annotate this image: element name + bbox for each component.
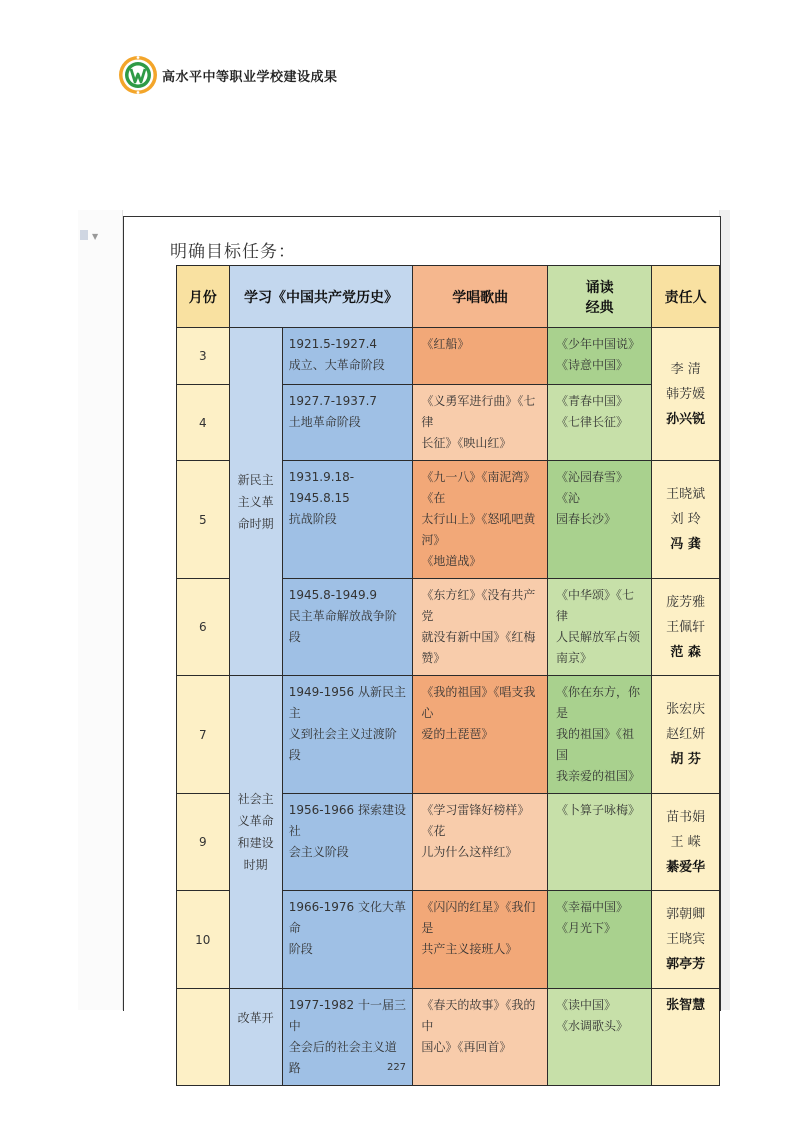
song-line: 国心》《再回首》: [421, 1040, 512, 1054]
period-line: 1956-1966 探索建设社: [288, 803, 406, 838]
period-line: 1949-1956 从新民主主: [288, 685, 406, 720]
owner-cell: [652, 891, 720, 989]
owner-name: 刘 玲: [670, 512, 701, 527]
owner-name: 王晓宾: [666, 932, 706, 947]
classic-line: 我的祖国》《祖国: [556, 727, 635, 762]
era-line: 社会主: [237, 792, 274, 806]
col-header-month: 月份: [177, 266, 230, 328]
song-line: 《学习雷锋好榜样》《花: [421, 803, 530, 838]
song-cell: [413, 794, 548, 891]
col-header-classic-line: 经典: [585, 299, 614, 316]
classic-line: 《沁园春雪》《沁: [556, 470, 629, 505]
owner-name: 郭亭芳: [666, 957, 706, 972]
song-cell: [413, 891, 548, 989]
period-line: 1977-1982 十一届三中: [288, 998, 406, 1033]
col-header-classic-line: 诵读: [585, 279, 614, 296]
classic-cell: [548, 461, 652, 579]
table-header-row: [177, 266, 720, 328]
classic-line: 《少年中国说》: [556, 337, 641, 351]
owner-name: 綦爱华: [666, 859, 706, 875]
school-emblem-icon: [118, 55, 158, 95]
classic-cell: [548, 579, 652, 676]
owner-name: 赵红妍: [666, 727, 706, 742]
owner-name: 冯 龚: [670, 537, 701, 552]
song-line: 《九一八》《南泥湾》《在: [421, 470, 536, 505]
owner-name: 庞芳雅: [666, 594, 706, 610]
song-cell: [413, 676, 548, 794]
song-line: 就没有新中国》《红梅赞》: [421, 630, 536, 665]
owner-name: 郭朝卿: [666, 907, 706, 922]
owner-cell: [652, 676, 720, 794]
song-cell: [413, 461, 548, 579]
classic-line: 《幸福中国》: [556, 900, 629, 914]
era-line: 时期: [243, 858, 268, 872]
month-cell: 6: [177, 579, 230, 676]
period-cell: [282, 328, 413, 385]
table-row: [177, 328, 720, 385]
owner-name: 张智慧: [666, 998, 706, 1013]
period-line: 抗战阶段: [288, 512, 337, 526]
song-line: 太行山上》《怒吼吧黄河》: [421, 512, 536, 547]
plan-table: [176, 265, 720, 1086]
page-header: [118, 55, 338, 95]
song-line: 《闪闪的红星》《我们是: [421, 900, 536, 935]
period-line: 全会后的社会主义道路: [288, 1040, 397, 1075]
classic-line: 《诗意中国》: [556, 358, 629, 372]
col-header-classic: [548, 266, 652, 328]
song-line: 共产主义接班人》: [421, 942, 518, 956]
era-cell: [229, 676, 282, 989]
period-line: 成立、大革命阶段: [288, 358, 385, 372]
era-line: 主义革: [237, 494, 274, 509]
classic-line: 南京》: [556, 651, 593, 665]
era-cell: [229, 328, 282, 676]
classic-line: 我亲爱的祖国》: [556, 769, 641, 783]
period-cell: [282, 676, 413, 794]
viewer-left-toolbar: [78, 210, 123, 1010]
classic-cell: [548, 385, 652, 461]
era-line: 义革命: [237, 814, 274, 828]
classic-line: 《月光下》: [556, 921, 617, 935]
month-cell: 4: [177, 385, 230, 461]
col-header-song: 学唱歌曲: [413, 266, 548, 328]
document-title: 明确目标任务：: [170, 242, 296, 262]
table-row: [177, 676, 720, 794]
song-cell: [413, 385, 548, 461]
classic-line: 《水调歌头》: [556, 1019, 629, 1033]
owner-cell: [652, 328, 720, 461]
period-line: 义到社会主义过渡阶段: [288, 727, 397, 762]
dropdown-caret-icon[interactable]: ▼: [92, 232, 99, 241]
owner-name: 王晓斌: [666, 487, 706, 502]
owner-name: 胡 芬: [670, 752, 701, 767]
period-line: 土地革命阶段: [288, 415, 361, 429]
song-line: 《义勇军进行曲》《七律: [421, 394, 536, 429]
song-line: 儿为什么这样红》: [421, 845, 518, 859]
classic-line: 《青春中国》: [556, 394, 629, 408]
era-line: 和建设: [237, 836, 274, 850]
song-cell: [413, 579, 548, 676]
owner-cell: [652, 461, 720, 579]
col-header-owner: 责任人: [652, 266, 720, 328]
classic-line: 人民解放军占领: [556, 630, 641, 644]
period-cell: [282, 579, 413, 676]
period-line: 1966-1976 文化大革命: [288, 900, 406, 935]
period-cell: [282, 385, 413, 461]
owner-cell: [652, 579, 720, 676]
month-cell: 9: [177, 794, 230, 891]
song-cell: [413, 328, 548, 385]
classic-line: 《中华颂》《七律: [556, 588, 635, 623]
page-header-title: 高水平中等职业学校建设成果: [162, 69, 338, 85]
song-line: 《东方红》《没有共产党: [421, 588, 536, 623]
period-line: 1921.5-1927.4: [288, 337, 378, 351]
period-cell: [282, 461, 413, 579]
classic-line: 《七律长征》: [556, 415, 629, 429]
owner-name: 李 清: [670, 361, 701, 377]
era-line: 新民主: [237, 472, 274, 487]
song-line: 《我的祖国》《唱支我心: [421, 685, 536, 720]
owner-name: 王 嵘: [670, 834, 701, 850]
period-cell: [282, 891, 413, 989]
song-line: 爱的土琵琶》: [421, 727, 494, 741]
owner-name: 苗书娟: [666, 809, 706, 825]
period-cell: [282, 794, 413, 891]
period-line: 1927.7-1937.7: [288, 394, 378, 408]
era-line: 改革开: [237, 1011, 274, 1025]
classic-cell: [548, 328, 652, 385]
page-number: 227: [386, 1062, 407, 1073]
song-line: 《红船》: [421, 337, 470, 351]
period-line: 民主革命解放战争阶段: [288, 609, 397, 644]
classic-line: 园春长沙》: [556, 512, 617, 526]
owner-name: 范 森: [670, 644, 701, 660]
month-cell: 7: [177, 676, 230, 794]
song-line: 《春天的故事》《我的中: [421, 998, 536, 1033]
classic-line: 《读中国》: [556, 998, 617, 1012]
classic-cell: [548, 891, 652, 989]
period-line: 会主义阶段: [288, 845, 349, 859]
owner-name: 王佩轩: [666, 619, 706, 635]
era-line: 命时期: [237, 516, 274, 531]
owner-name: 张宏庆: [666, 702, 706, 717]
month-cell: 10: [177, 891, 230, 989]
period-line: 阶段: [288, 942, 313, 956]
song-line: 长征》《映山红》: [421, 436, 512, 450]
song-line: 《地道战》: [421, 554, 482, 568]
toolbar-tool-icon[interactable]: [80, 230, 88, 240]
period-line: 1931.9.18-1945.8.15: [288, 470, 355, 505]
owner-name: 孙兴锐: [666, 411, 706, 427]
owner-name: 韩芳媛: [666, 386, 706, 402]
col-header-history: 学习《中国共产党历史》: [229, 266, 413, 328]
owner-cell: [652, 794, 720, 891]
month-cell: 5: [177, 461, 230, 579]
classic-line: 《你在东方，你是: [556, 685, 641, 720]
classic-line: 《卜算子咏梅》: [556, 803, 641, 817]
classic-cell: [548, 794, 652, 891]
classic-cell: [548, 676, 652, 794]
month-cell: 3: [177, 328, 230, 385]
period-line: 1945.8-1949.9: [288, 588, 378, 602]
